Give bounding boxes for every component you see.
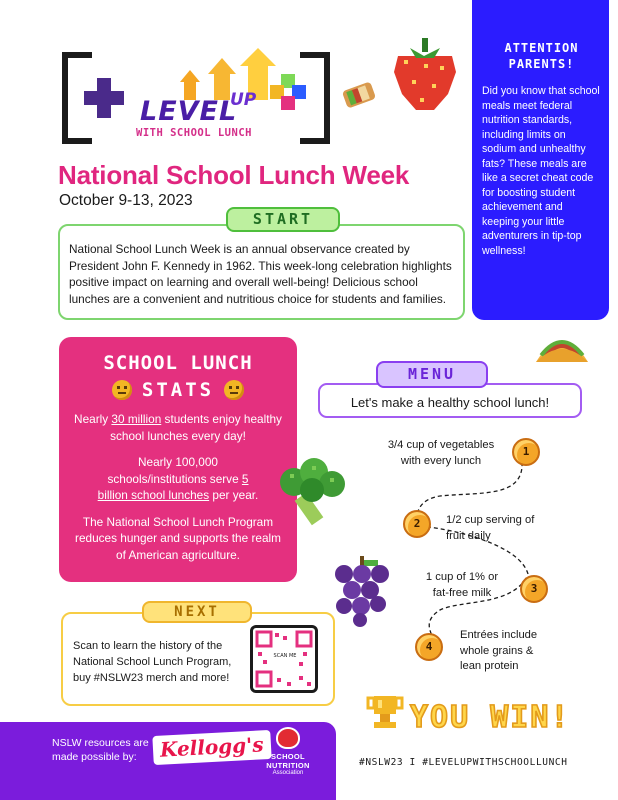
qr-code[interactable] <box>250 625 318 693</box>
menu-step-4-text: Entrées include whole grains & lean protein <box>460 629 538 672</box>
sna-association: Association <box>272 770 304 776</box>
school-lunch-stats-panel <box>59 337 297 582</box>
logo-level-text: LEVEL <box>140 96 238 127</box>
stats-title-line2: STATS <box>141 379 215 401</box>
grapes-icon <box>330 556 396 628</box>
menu-label: MENU <box>376 361 488 388</box>
menu-step-2-text: 1/2 cup serving of fruit daily <box>446 514 535 542</box>
step-2-coin-icon: 2 <box>403 510 431 538</box>
stat-schools-highlight: 5 billion school lunches <box>97 471 249 502</box>
trophy-icon <box>366 694 404 736</box>
strawberry-icon <box>390 36 460 114</box>
attention-body: Did you know that school meals meet federal nutrition standards, including limits on sodium and unhealthy fats? These meals are like a secret cheat code for boosting student achievement and keeping your little adventurers in tip-top wellness! <box>482 85 600 257</box>
menu-step-1-text: 3/4 cup of vegetables with every lunch <box>387 439 495 467</box>
hashtags: #NSLW23 I #LEVELUPWITHSCHOOLLUNCH <box>359 757 568 768</box>
footer-text: NSLW resources are made possible by: <box>52 737 149 763</box>
school-nutrition-association-logo <box>258 727 318 777</box>
burrito-icon <box>340 78 378 112</box>
intro-box <box>58 224 465 320</box>
stat-schools-text-a: Nearly 100,000 schools/institutions serve <box>107 455 239 486</box>
menu-subtitle-box <box>318 383 582 418</box>
qr-scan-label: SCAN ME <box>273 648 297 672</box>
stat-students-text-a: Nearly <box>74 412 112 426</box>
next-text: Scan to learn the history of the National School Lunch Program, buy #NSLW23 merch and more! <box>73 640 232 684</box>
start-label: START <box>226 207 340 232</box>
next-label: NEXT <box>142 601 252 623</box>
stat-program: The National School Lunch Program reduces hunger and supports the realm of American agriculture. <box>75 514 281 562</box>
logo-subtitle: WITH SCHOOL LUNCH <box>136 127 252 139</box>
sna-name: SCHOOL NUTRITION <box>266 752 310 770</box>
stats-title-row <box>73 379 283 401</box>
attention-title-line2: PARENTS! <box>508 57 575 71</box>
you-win-text: YOU WIN! <box>410 700 571 735</box>
stat-students <box>73 411 283 444</box>
page-title: National School Lunch Week <box>58 160 410 190</box>
smiley-icon <box>224 380 244 400</box>
intro-text: National School Lunch Week is an annual observance created by President John F. Kennedy in 1962. This week-long celebration highlights positive impact on learning and overall well-being! Delicious school lunches are a convenient and nutritious choice for students and families. <box>69 242 452 306</box>
menu-step-3-text: 1 cup of 1% or fat-free milk <box>425 571 499 599</box>
stat-students-highlight: 30 million <box>111 412 162 426</box>
step-1-coin-icon: 1 <box>512 438 540 466</box>
level-up-logo <box>62 52 330 144</box>
step-3-coin-icon: 3 <box>520 575 548 603</box>
stat-students-text-b: students enjoy healthy school lunches every day! <box>110 412 282 443</box>
menu-path-line <box>400 450 560 650</box>
taco-icon <box>532 326 592 366</box>
stat-schools <box>73 454 283 504</box>
stat-schools-text-b: per year. <box>209 488 259 502</box>
apple-icon <box>276 727 300 749</box>
logo-up-text: UP <box>230 90 257 110</box>
stats-title-line1: SCHOOL LUNCH <box>103 352 253 374</box>
dpad-plus-icon <box>84 78 124 118</box>
attention-title-line1: ATTENTION <box>504 41 579 55</box>
smiley-icon <box>112 380 132 400</box>
kelloggs-logo: Kellogg's <box>152 730 271 765</box>
broccoli-icon <box>272 456 352 532</box>
attention-title <box>482 40 601 72</box>
step-4-coin-icon: 4 <box>415 633 443 661</box>
attention-parents-panel <box>472 0 609 320</box>
event-date: October 9-13, 2023 <box>59 192 193 209</box>
menu-subtitle: Let's make a healthy school lunch! <box>350 395 550 410</box>
